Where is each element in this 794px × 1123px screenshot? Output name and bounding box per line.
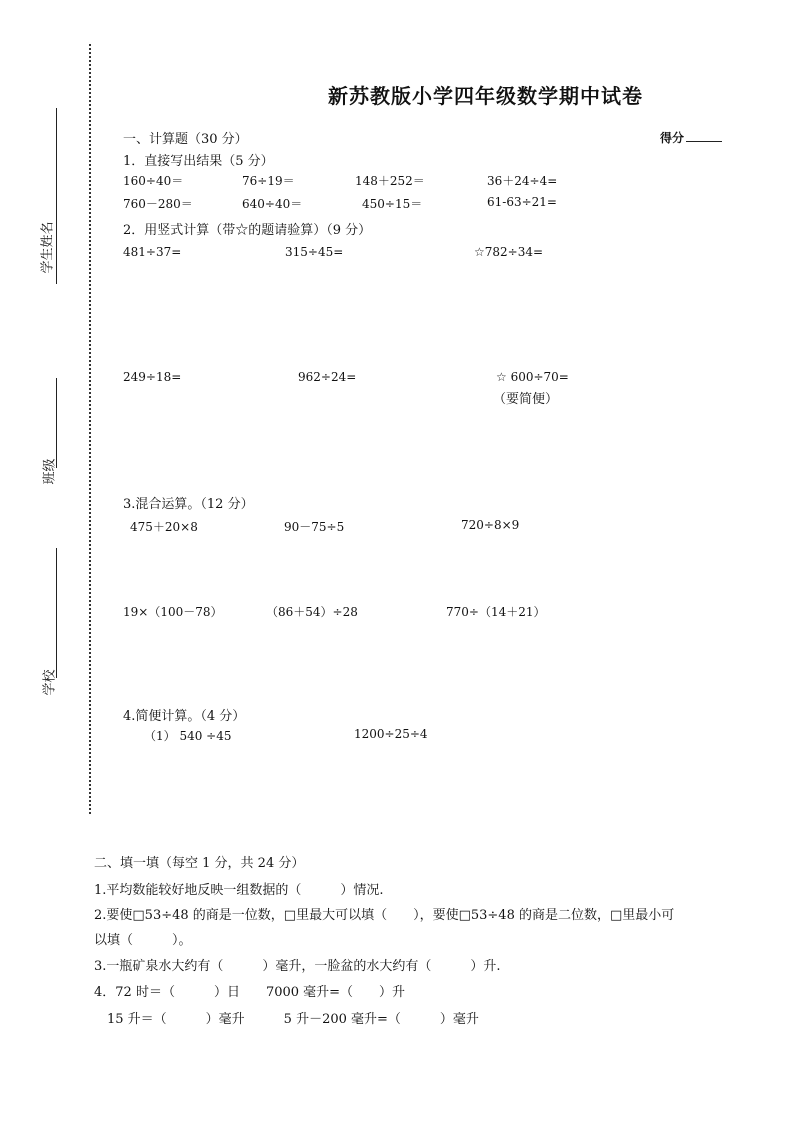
q3-item: 770÷（14＋21） <box>446 605 546 619</box>
score-blank <box>686 131 722 142</box>
q2-item: ☆ 600÷70= <box>496 370 569 384</box>
q1-item: 160÷40＝ <box>123 174 184 188</box>
section2-heading: 二、填一填（每空 1 分，共 24 分） <box>94 856 305 871</box>
q1-item: 640÷40＝ <box>242 197 303 211</box>
student-name-line <box>56 108 57 284</box>
q4-heading: 4.简便计算。（4 分） <box>123 709 246 724</box>
q2-item: 962÷24= <box>298 370 357 384</box>
binding-dotted-line <box>89 44 91 814</box>
q1-item: 760－280＝ <box>123 197 193 211</box>
school-label: 学校 <box>42 669 58 696</box>
q1-item: 61-63÷21= <box>487 195 557 209</box>
class-line <box>56 378 57 468</box>
section2-line: 3.一瓶矿泉水大约有（ ）毫升，一脸盆的水大约有（ ）升. <box>94 959 501 974</box>
student-name-label: 学生姓名 <box>40 221 56 274</box>
q1-item: 36＋24÷4= <box>487 174 558 188</box>
score-field <box>660 129 722 146</box>
q1-item: 76÷19＝ <box>242 174 295 188</box>
section2-line: 1.平均数能较好地反映一组数据的（ ）情况. <box>94 883 384 898</box>
section2-line: 以填（ ）。 <box>94 933 192 948</box>
q3-item: 720÷8×9 <box>461 518 520 532</box>
school-line <box>56 548 57 678</box>
q3-item: 19×（100－78） <box>123 605 223 619</box>
q2-item: 315÷45= <box>285 245 344 259</box>
q2-heading: 2．用竖式计算（带☆的题请验算）（9 分） <box>123 223 372 238</box>
q1-heading: 1．直接写出结果（5 分） <box>123 154 274 169</box>
section2-line: 15 升＝（ ）毫升 5 升－200 毫升=（ ）毫升 <box>94 1012 479 1027</box>
q4-item: 1200÷25÷4 <box>354 727 428 741</box>
q1-item: 450÷15＝ <box>362 197 423 211</box>
q3-item: 90－75÷5 <box>284 520 345 534</box>
q1-item: 148＋252＝ <box>355 174 425 188</box>
q2-item: 249÷18= <box>123 370 182 384</box>
q3-item: （86＋54）÷28 <box>266 605 358 619</box>
section2-line: 4．72 时＝（ ）日 7000 毫升=（ ）升 <box>94 985 406 1000</box>
q4-item: （1） 540 ÷45 <box>144 729 232 743</box>
section2-line: 2.要使□53÷48 的商是一位数，□里最大可以填（ ），要使□53÷48 的商是二位数，□里最小可 <box>94 908 675 923</box>
q2-item: ☆782÷34= <box>474 245 544 259</box>
q3-item: 475＋20×8 <box>130 520 198 534</box>
q2-item: 481÷37= <box>123 245 182 259</box>
page-title: 新苏教版小学四年级数学期中试卷 <box>328 84 643 108</box>
q3-heading: 3.混合运算。（12 分） <box>123 497 254 512</box>
class-label: 班级 <box>42 458 58 485</box>
q2-note: （要简便） <box>493 392 559 407</box>
section1-heading: 一、计算题（30 分） <box>123 132 248 147</box>
score-label: 得分 <box>660 131 685 145</box>
